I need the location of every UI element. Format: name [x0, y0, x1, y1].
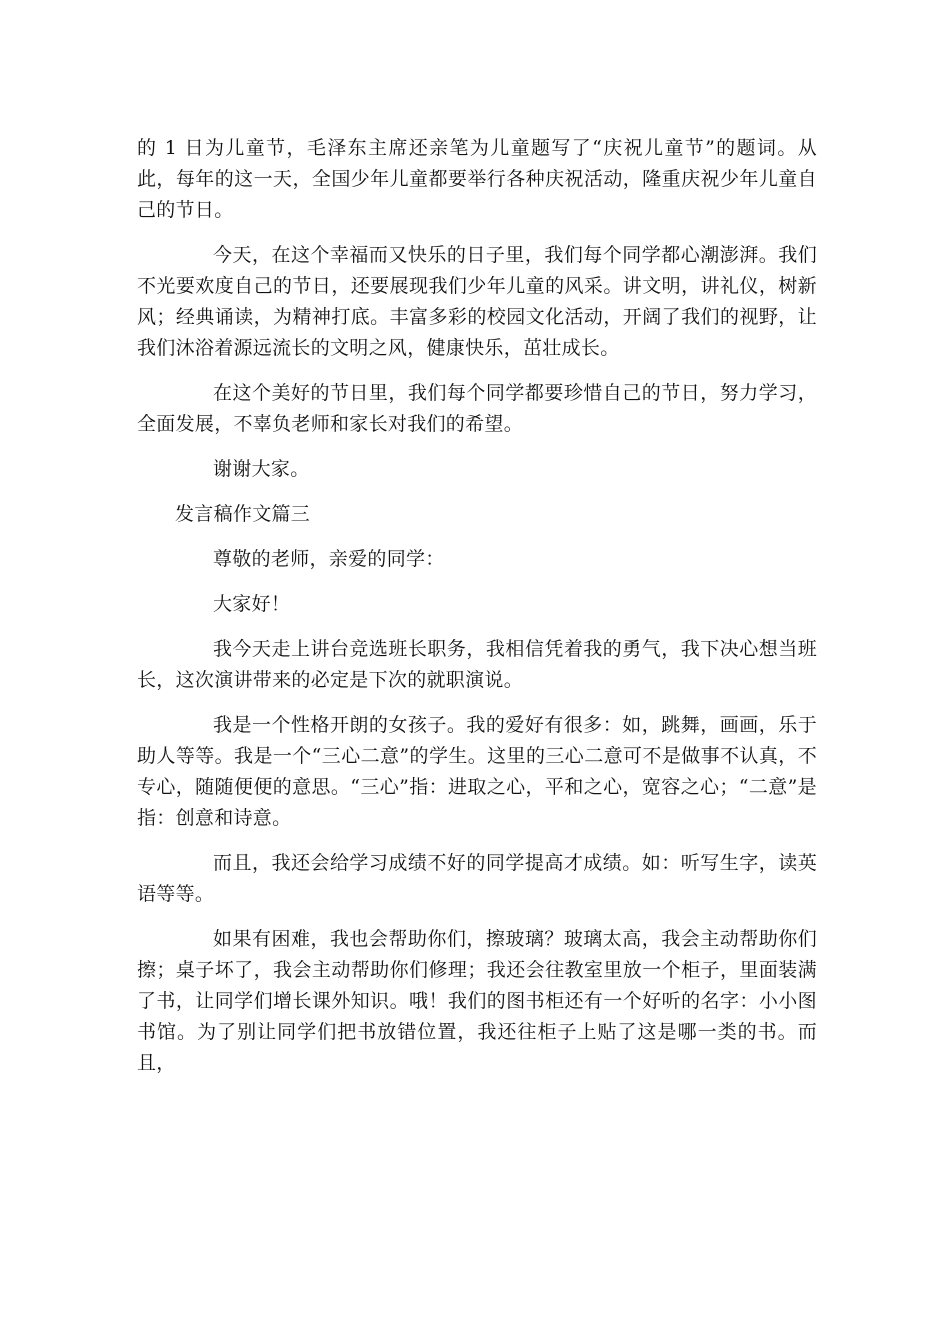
paragraph-continued: 的 1 日为儿童节，毛泽东主席还亲笔为儿童题写了“庆祝儿童节”的题词。从此，每年的这一天，全国少年儿童都要举行各种庆祝活动，隆重庆祝少年儿童自己的节日。	[137, 137, 817, 221]
document-body	[137, 133, 817, 1079]
paragraph-help-class: 如果有困难，我也会帮助你们，擦玻璃？玻璃太高，我会主动帮助你们擦；桌子坏了，我会主动帮助你们修理；我还会往教室里放一个柜子，里面装满了书，让同学们增长课外知识。哦！我们的图书柜还有一个好听的名字：小小图书馆。为了别让同学们把书放错位置，我还往柜子上贴了这是哪一类的书。而且，	[137, 928, 817, 1074]
paragraph-help-study: 而且，我还会给学习成绩不好的同学提高才成绩。如：听写生字，读英语等等。	[137, 852, 817, 905]
paragraph-today: 今天，在这个幸福而又快乐的日子里，我们每个同学都心潮澎湃。我们不光要欢度自己的节日，还要展现我们少年儿童的风采。讲文明，讲礼仪，树新风；经典诵读，为精神打底。丰富多彩的校园文化活动，开阔了我们的视野，让我们沐浴着源远流长的文明之风，健康快乐，茁壮成长。	[137, 244, 817, 359]
paragraph-personality: 我是一个性格开朗的女孩子。我的爱好有很多：如，跳舞，画画，乐于助人等等。我是一个“三心二意”的学生。这里的三心二意可不是做事不认真，不专心，随随便便的意思。“三心”指：进取之心，平和之心，宽容之心；“二意”是指：创意和诗意。	[137, 714, 817, 829]
section-heading: 发言稿作文篇三	[175, 503, 311, 525]
paragraph-thanks: 谢谢大家。	[213, 458, 310, 480]
paragraph-salutation: 尊敬的老师，亲爱的同学：	[213, 548, 445, 570]
paragraph-cherish: 在这个美好的节日里，我们每个同学都要珍惜自己的节日，努力学习，全面发展，不辜负老师和家长对我们的希望。	[137, 382, 817, 435]
paragraph-campaign: 我今天走上讲台竞选班长职务，我相信凭着我的勇气，我下决心想当班长，这次演讲带来的必定是下次的就职演说。	[137, 638, 817, 691]
paragraph-greeting: 大家好！	[213, 593, 291, 615]
